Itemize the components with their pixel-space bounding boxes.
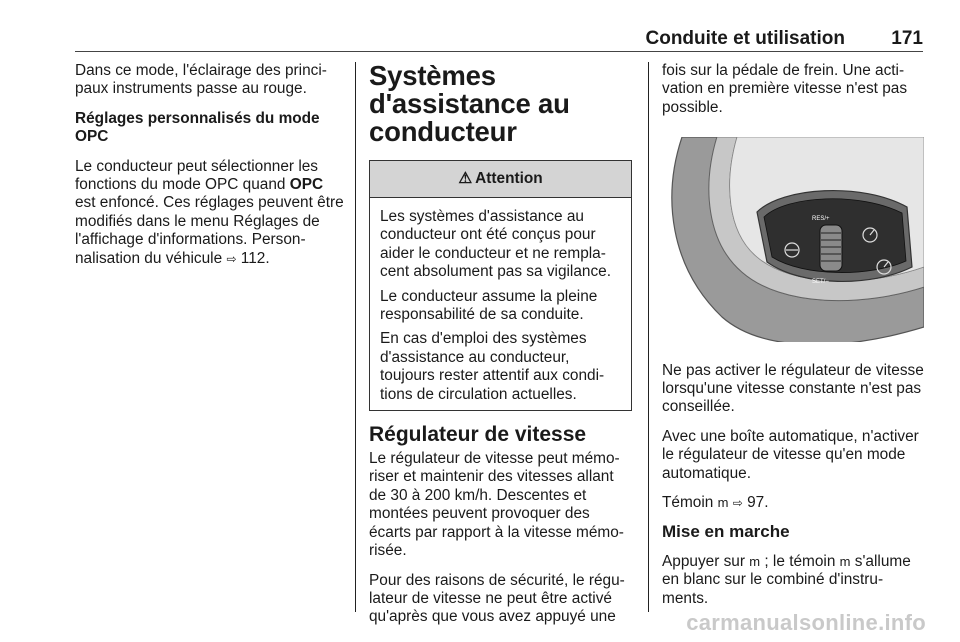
- paragraph-activation: Appuyer sur m ; le témoin m s'allume en blanc sur le combiné d'instru-ments.: [662, 552, 911, 607]
- warning-box: [369, 160, 632, 411]
- opc-keyword: OPC: [289, 176, 324, 194]
- set-label: SET/−: [812, 279, 829, 286]
- warning-header: [370, 161, 631, 198]
- paragraph: Pour des raisons de sécurité, le régu-lateur de vitesse ne peut être activé qu'après que vous avez appuyé une: [369, 571, 625, 626]
- column-divider: [648, 62, 649, 612]
- warning-icon: ⚠: [458, 169, 473, 187]
- section-title: Conduite et utilisation: [645, 28, 845, 49]
- column-left: [75, 62, 345, 279]
- paragraph: Dans ce mode, l'éclairage des princi-paux instruments passe au rouge.: [75, 62, 327, 98]
- res-label: RES/+: [812, 216, 830, 223]
- column-middle: [369, 62, 634, 638]
- warning-title: Attention: [475, 169, 543, 187]
- cruise-control-icon: m: [839, 553, 851, 569]
- page-ref-icon: ⇨: [226, 251, 237, 266]
- page-number: 171: [891, 28, 923, 49]
- warning-paragraph: Les systèmes d'assistance au conducteur ont été conçus pour aider le conducteur et ne rempla-cent absolument pas sa vigilance.: [380, 208, 611, 281]
- page-header: [75, 24, 923, 52]
- page-ref: 112.: [236, 249, 270, 267]
- watermark: carmanualsonline.info: [686, 610, 926, 635]
- warning-paragraph: En cas d'emploi des systèmes d'assistance au conducteur, toujours rester attentif aux condi-tions de circulation actuelles.: [380, 330, 605, 403]
- steering-wheel-illustration: [662, 137, 924, 342]
- subheading-cruise-control: Régulateur de vitesse: [369, 423, 587, 447]
- chapter-heading: Systèmes d'assistance au conducteur: [369, 60, 570, 147]
- warning-body: [370, 198, 631, 404]
- page-ref-icon: ⇨: [732, 496, 743, 511]
- column-right: [662, 62, 927, 619]
- paragraph: Le régulateur de vitesse peut mémo-riser et maintenir des vitesses allant de 30 à 200 km/h. Descentes et montées peuvent provoquer des écarts par rapport à la vitesse mémo-risée.: [369, 450, 624, 560]
- paragraph: Avec une boîte automatique, n'activer le régulateur de vitesse qu'en mode automatique.: [662, 427, 919, 482]
- column-divider: [355, 62, 356, 612]
- paragraph-opc: Le conducteur peut sélectionner les fonctions du mode OPC quand OPC est enfoncé. Ces réglages peuvent être modifiés dans le menu Réglages de l'affichage d'informations. Person-nalisation du véhicule ⇨ 112.: [75, 157, 344, 267]
- warning-paragraph: Le conducteur assume la pleine responsabilité de sa conduite.: [380, 287, 598, 324]
- cruise-control-icon: m: [749, 553, 761, 569]
- paragraph-indicator: Témoin m ⇨ 97.: [662, 494, 769, 512]
- subheading-activation: Mise en marche: [662, 522, 790, 542]
- cruise-control-icon: m: [717, 495, 729, 511]
- paragraph: fois sur la pédale de frein. Une acti-vation en première vitesse n'est pas possible.: [662, 62, 908, 116]
- page-ref: 97.: [742, 494, 769, 512]
- paragraph: Ne pas activer le régulateur de vitesse lorsqu'une vitesse constante n'est pas conseillée.: [662, 361, 924, 416]
- subheading-opc: Réglages personnalisés du mode OPC: [75, 109, 320, 146]
